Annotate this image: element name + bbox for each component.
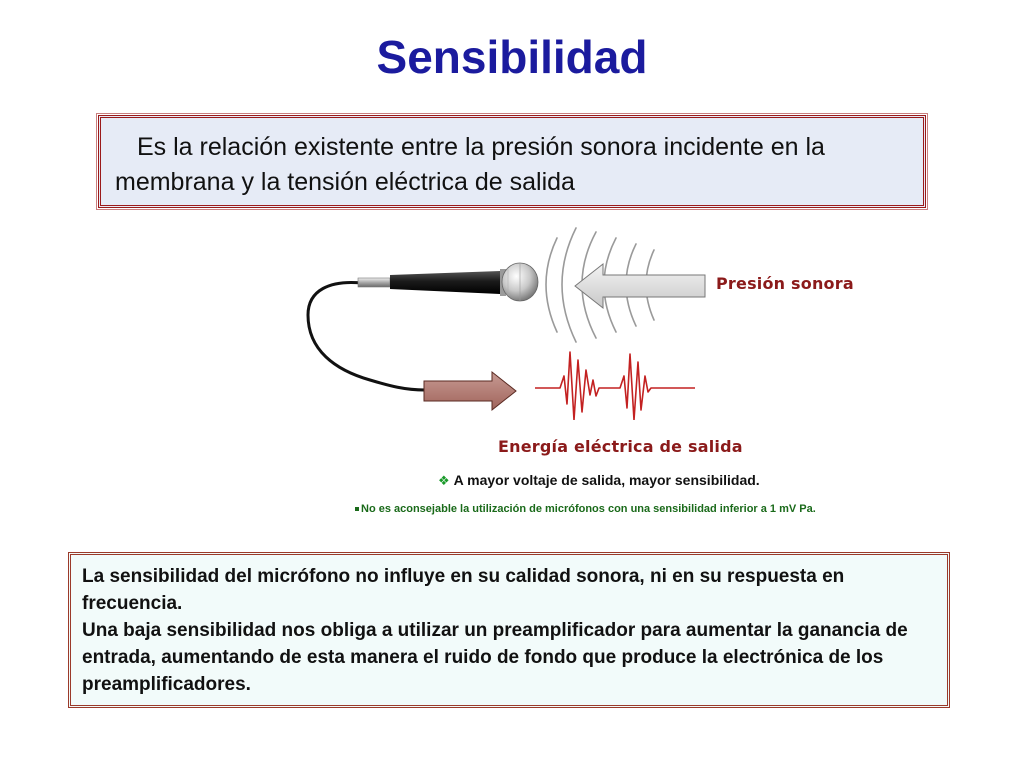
microphone-icon: [358, 263, 538, 301]
bullet-main-text: A mayor voltaje de salida, mayor sensibilidad.: [453, 472, 760, 488]
note-paragraph: La sensibilidad del micrófono no influye en su calidad sonora, ni en su respuesta en frecuencia.: [82, 566, 845, 614]
definition-box: [98, 115, 926, 208]
signal-waveform-icon: [535, 352, 695, 420]
bullet-note-text: No es aconsejable la utilización de micrófonos con una sensibilidad inferior a 1 mV Pa.: [361, 503, 816, 515]
bullet-main: [438, 472, 760, 489]
bullet-note: [355, 503, 816, 515]
output-label: Energía eléctrica de salida: [498, 437, 743, 456]
pressure-label: Presión sonora: [716, 274, 854, 293]
arrow-right-icon: [424, 372, 516, 410]
diamond-bullet-icon: ❖: [438, 474, 450, 489]
microphone-cable: [308, 282, 425, 390]
definition-text: Es la relación existente entre la presión sonora incidente en la membrana y la tensión eléctrica de salida: [115, 133, 825, 196]
microphone-diagram: [290, 220, 910, 420]
arrow-left-icon: [575, 264, 705, 308]
square-bullet-icon: [355, 507, 359, 511]
slide-title: Sensibilidad: [376, 31, 648, 83]
note-paragraph: Una baja sensibilidad nos obliga a utilizar un preamplificador para aumentar la ganancia de entrada, aumentando de esta manera el ruido de fondo que produce la electrónica de los preamplificadores.: [82, 620, 908, 695]
note-box: [68, 552, 950, 708]
